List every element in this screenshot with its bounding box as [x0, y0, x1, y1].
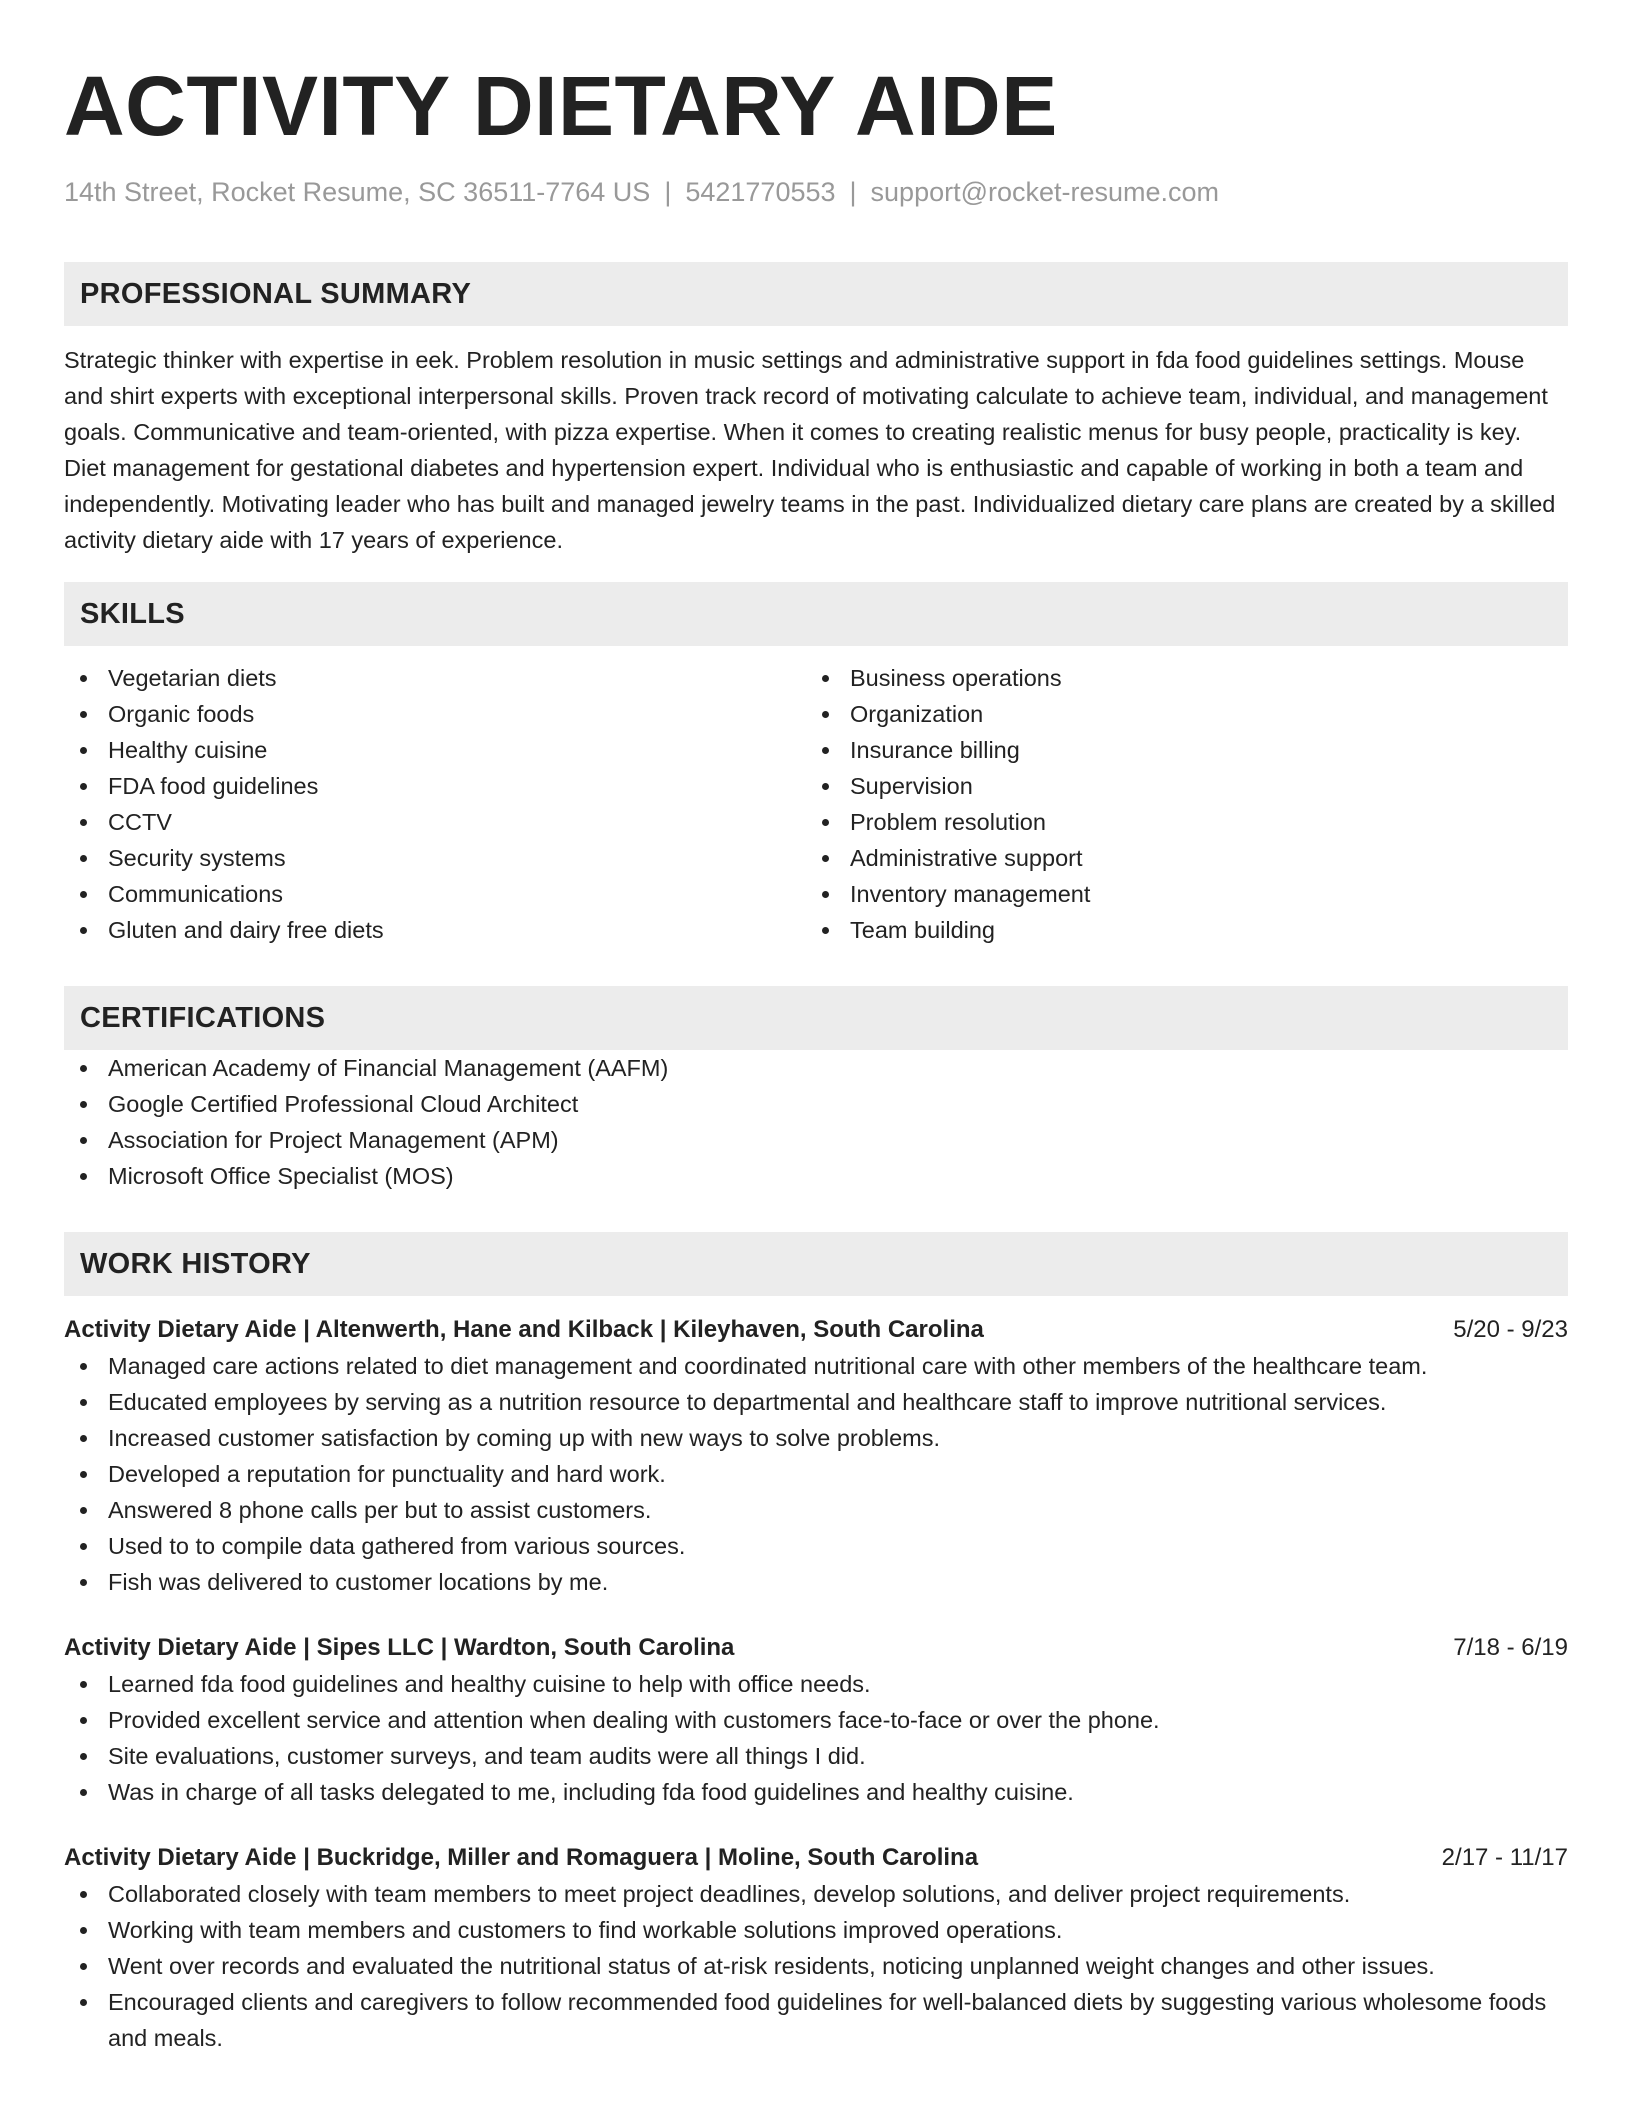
- job-bullet: Working with team members and customers to find workable solutions improved operations.: [64, 1912, 1568, 1948]
- skill-item: Vegetarian diets: [64, 660, 806, 696]
- job-header: [64, 1630, 1568, 1666]
- job-bullet: Was in charge of all tasks delegated to me, including fda food guidelines and healthy cuisine.: [64, 1774, 1568, 1810]
- job-bullet: Developed a reputation for punctuality and hard work.: [64, 1456, 1568, 1492]
- skills-column-left: [64, 660, 806, 948]
- skill-item: Gluten and dairy free diets: [64, 912, 806, 948]
- resume-page: [64, 0, 1568, 2056]
- contact-line: [64, 174, 1568, 210]
- job-title: Activity Dietary Aide | Altenwerth, Hane and Kilback | Kileyhaven, South Carolina: [64, 1316, 984, 1343]
- contact-separator: |: [664, 177, 672, 207]
- contact-address: 14th Street, Rocket Resume, SC 36511-7764 US: [64, 177, 651, 207]
- job-bullet: Encouraged clients and caregivers to follow recommended food guidelines for well-balanced diets by suggesting various wholesome foods and meals.: [64, 1984, 1568, 2056]
- job-bullet: Site evaluations, customer surveys, and team audits were all things I did.: [64, 1738, 1568, 1774]
- job-bullet: Provided excellent service and attention when dealing with customers face-to-face or over the phone.: [64, 1702, 1568, 1738]
- skill-item: CCTV: [64, 804, 806, 840]
- job-dates: 7/18 - 6/19: [1453, 1634, 1568, 1661]
- job-header: [64, 1312, 1568, 1348]
- skill-item: Inventory management: [806, 876, 1548, 912]
- summary-heading: PROFESSIONAL SUMMARY: [64, 262, 1568, 326]
- job-bullet: Fish was delivered to customer locations by me.: [64, 1564, 1568, 1600]
- skill-item: Organization: [806, 696, 1548, 732]
- skill-item: Administrative support: [806, 840, 1548, 876]
- skill-item: Team building: [806, 912, 1548, 948]
- job-title: Activity Dietary Aide | Buckridge, Miller and Romaguera | Moline, South Carolina: [64, 1844, 979, 1871]
- skill-item: Supervision: [806, 768, 1548, 804]
- job-bullet: Went over records and evaluated the nutritional status of at-risk residents, noticing unplanned weight changes and other issues.: [64, 1948, 1568, 1984]
- skill-item: FDA food guidelines: [64, 768, 806, 804]
- skills-column-right: [806, 660, 1548, 948]
- certification-item: Association for Project Management (APM): [64, 1122, 1568, 1158]
- job-dates: 5/20 - 9/23: [1453, 1316, 1568, 1343]
- job-bullet: Educated employees by serving as a nutrition resource to departmental and healthcare staff to improve nutritional services.: [64, 1384, 1568, 1420]
- job-bullets: [64, 1348, 1568, 1600]
- contact-email: support@rocket-resume.com: [870, 177, 1220, 207]
- skill-item: Problem resolution: [806, 804, 1548, 840]
- skills-heading: SKILLS: [64, 582, 1568, 646]
- job-entry: [64, 1840, 1568, 2056]
- skill-item: Healthy cuisine: [64, 732, 806, 768]
- skill-item: Organic foods: [64, 696, 806, 732]
- skills-list-left: [64, 660, 806, 948]
- job-bullets: [64, 1666, 1568, 1810]
- job-bullet: Collaborated closely with team members to meet project deadlines, develop solutions, and deliver project requirements.: [64, 1876, 1568, 1912]
- candidate-name: ACTIVITY DIETARY AIDE: [64, 59, 1058, 153]
- job-dates: 2/17 - 11/17: [1441, 1844, 1568, 1871]
- skill-item: Communications: [64, 876, 806, 912]
- work-history-heading: WORK HISTORY: [64, 1232, 1568, 1296]
- skill-item: Security systems: [64, 840, 806, 876]
- job-bullet: Increased customer satisfaction by coming up with new ways to solve problems.: [64, 1420, 1568, 1456]
- job-bullet: Used to to compile data gathered from various sources.: [64, 1528, 1568, 1564]
- certification-item: Google Certified Professional Cloud Architect: [64, 1086, 1568, 1122]
- job-header: [64, 1840, 1568, 1876]
- contact-phone: 5421770553: [685, 177, 836, 207]
- summary-text: Strategic thinker with expertise in eek. Problem resolution in music settings and administrative support in fda food guidelines settings. Mouse and shirt experts with exceptional interpersonal skills. Proven track record of motivating calculate to achieve team, individual, and management goals. Communicative and team-oriented, with pizza expertise. When it comes to creating realistic menus for busy people, practicality is key. Diet management for gestational diabetes and hypertension expert. Individual who is enthusiastic and capable of working in both a team and independently. Motivating leader who has built and managed jewelry teams in the past. Individualized dietary care plans are created by a skilled activity dietary aide with 17 years of experience.: [64, 347, 1556, 553]
- contact-separator: |: [849, 177, 857, 207]
- job-bullets: [64, 1876, 1568, 2056]
- job-title: Activity Dietary Aide | Sipes LLC | Wardton, South Carolina: [64, 1634, 735, 1661]
- certification-item: American Academy of Financial Management (AAFM): [64, 1050, 1568, 1086]
- skills-columns: [64, 660, 1568, 948]
- job-entry: [64, 1630, 1568, 1810]
- job-entry: [64, 1312, 1568, 1600]
- job-bullet: Managed care actions related to diet management and coordinated nutritional care with other members of the healthcare team.: [64, 1348, 1568, 1384]
- skill-item: Insurance billing: [806, 732, 1548, 768]
- skills-list-right: [806, 660, 1548, 948]
- job-bullet: Answered 8 phone calls per but to assist customers.: [64, 1492, 1568, 1528]
- certification-item: Microsoft Office Specialist (MOS): [64, 1158, 1568, 1194]
- skill-item: Business operations: [806, 660, 1548, 696]
- certifications-heading: CERTIFICATIONS: [64, 986, 1568, 1050]
- certifications-list: [64, 1050, 1568, 1194]
- job-bullet: Learned fda food guidelines and healthy cuisine to help with office needs.: [64, 1666, 1568, 1702]
